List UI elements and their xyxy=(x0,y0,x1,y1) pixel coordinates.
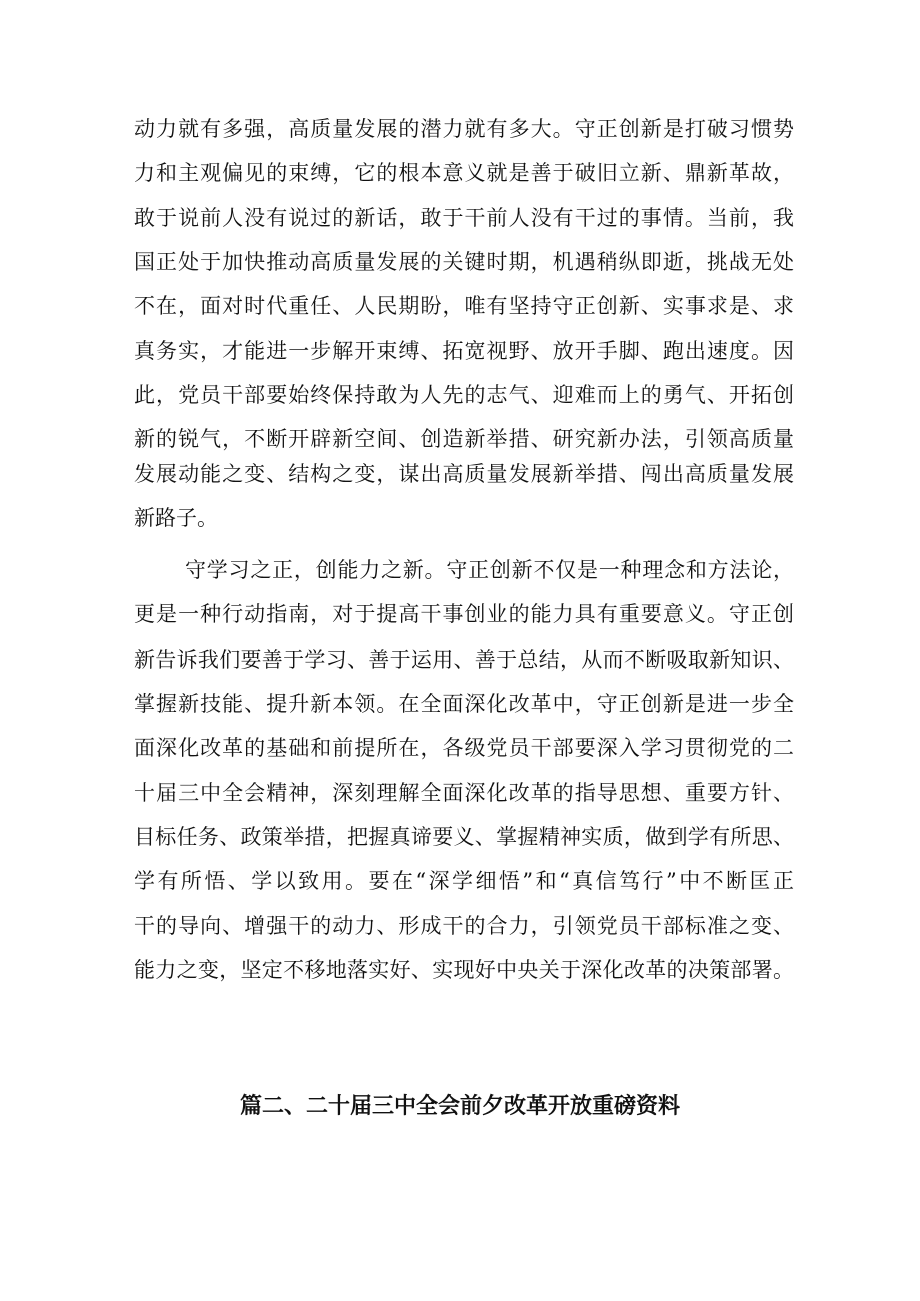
paragraph-line: 新告诉我们要善于学习、善于运用、善于总结，从而不断吸取新知识、 xyxy=(134,648,794,672)
paragraph-line: 真务实，才能进一步解开束缚、拓宽视野、放开手脚、跑出速度。因 xyxy=(134,339,794,363)
paragraph-line: 力和主观偏见的束缚，它的根本意义就是善于破旧立新、鼎新革故， xyxy=(134,161,794,185)
section-heading: 篇二、二十届三中全会前夕改革开放重磅资料 xyxy=(239,1094,680,1119)
paragraph-line: 目标任务、政策举措，把握真谛要义、掌握精神实质，做到学有所思、 xyxy=(134,825,794,849)
paragraph-line: 发展动能之变、结构之变，谋出高质量发展新举措、闯出高质量发展 xyxy=(134,462,794,486)
paragraph-line: 面深化改革的基础和前提所在，各级党员干部要深入学习贯彻党的二 xyxy=(134,736,794,760)
paragraph-line: 敢于说前人没有说过的新话，敢于干前人没有干过的事情。当前，我 xyxy=(134,206,794,230)
paragraph-line: 更是一种行动指南，对于提高干事创业的能力具有重要意义。守正创 xyxy=(134,602,794,626)
paragraph-line: 新的锐气，不断开辟新空间、创造新举措、研究新办法，引领高质量 xyxy=(134,427,794,451)
paragraph-line: 干的导向、增强干的动力、形成干的合力，引领党员干部标准之变、 xyxy=(134,914,794,938)
paragraph-line: 掌握新技能、提升新本领。在全面深化改革中，守正创新是进一步全 xyxy=(134,692,794,716)
paragraph-line: 国正处于加快推动高质量发展的关键时期，机遇稍纵即逝，挑战无处 xyxy=(134,250,794,274)
paragraph-line: 十届三中全会精神，深刻理解全面深化改革的指导思想、重要方针、 xyxy=(134,781,794,805)
paragraph-line: 新路子。 xyxy=(134,506,218,530)
paragraph-line: 此，党员干部要始终保持敢为人先的志气、迎难而上的勇气、开拓创 xyxy=(134,383,794,407)
paragraph-line: 动力就有多强，高质量发展的潜力就有多大。守正创新是打破习惯势 xyxy=(134,117,794,141)
paragraph-line: 能力之变，坚定不移地落实好、实现好中央关于深化改革的决策部署。 xyxy=(134,958,794,982)
paragraph-line: 不在，面对时代重任、人民期盼，唯有坚持守正创新、实事求是、求 xyxy=(134,294,794,318)
paragraph-line: 学有所悟、学以致用。要在“深学细悟”和“真信笃行”中不断匡正 xyxy=(134,869,794,893)
paragraph-line: 守学习之正，创能力之新。守正创新不仅是一种理念和方法论， xyxy=(185,558,794,582)
